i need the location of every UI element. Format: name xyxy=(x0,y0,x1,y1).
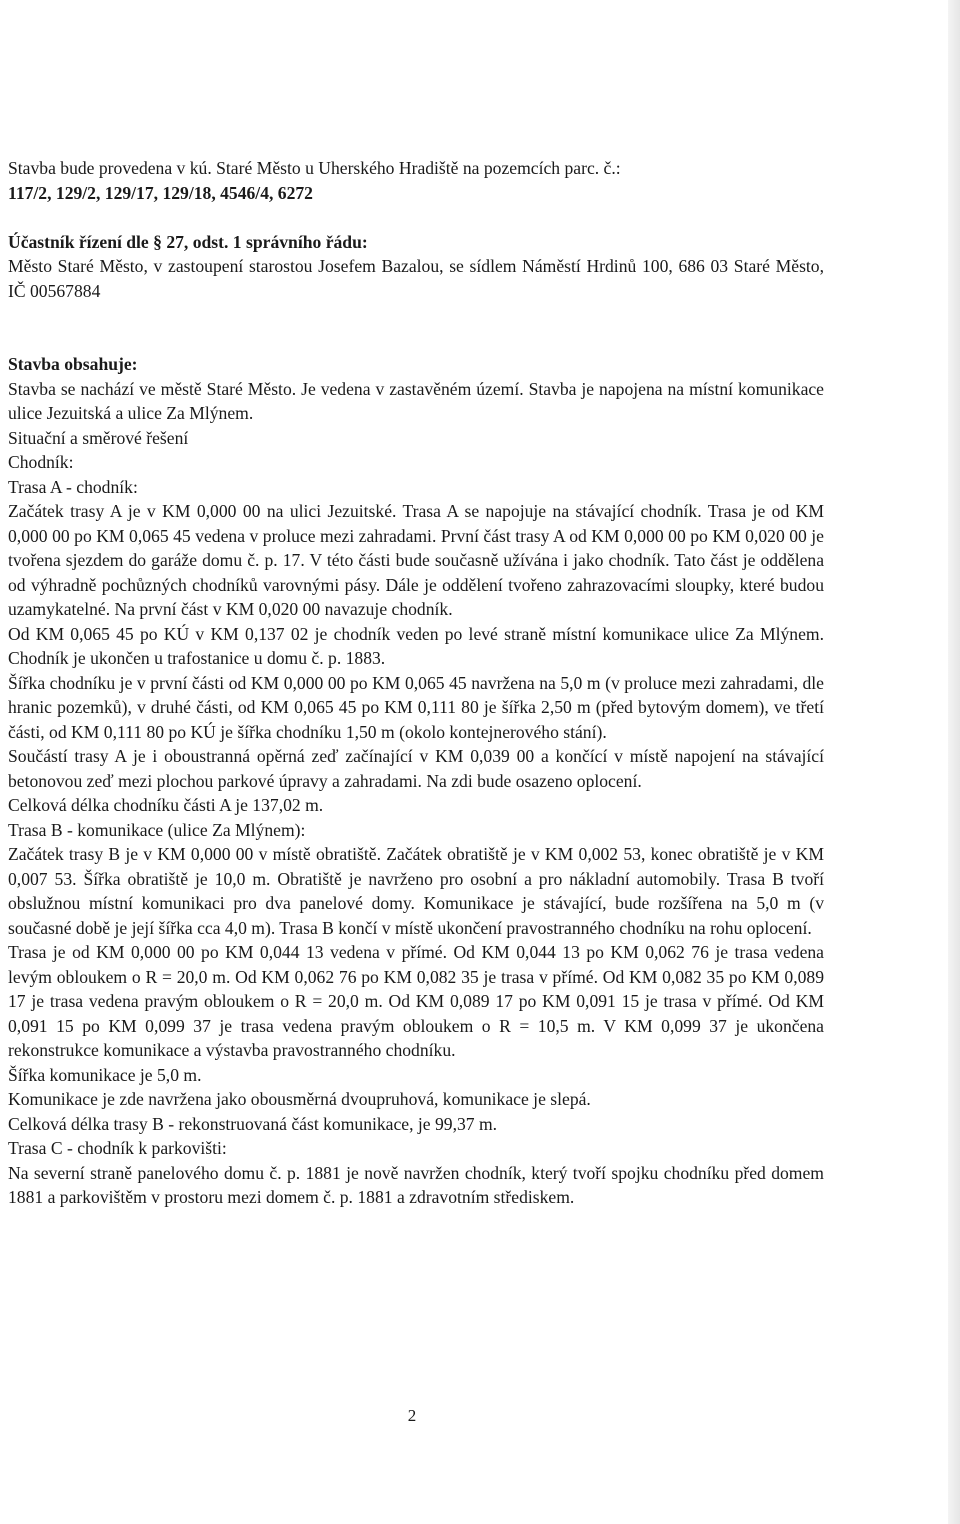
page-number: 2 xyxy=(407,1406,417,1425)
paragraph: Trasa C - chodník k parkovišti: xyxy=(8,1138,227,1158)
paragraph: Od KM 0,065 45 po KÚ v KM 0,137 02 je chodník veden po levé straně místní komunikace ulice Za Mlýnem. Chodník je ukončen u trafostanice u domu č. p. 1883. xyxy=(8,623,824,668)
paragraph: Stavba se nachází ve městě Staré Město. Je vedena v zastavěném území. Stavba je napojena na místní komunikace ulice Jezuitská a ulice Za Mlýnem. xyxy=(8,378,824,423)
paragraph: Celková délka chodníku části A je 137,02 m. xyxy=(8,795,324,815)
location-intro: Stavba bude provedena v kú. Staré Město u Uherského Hradiště na pozemcích parc. č.: xyxy=(8,158,621,178)
paragraph: Trasa je od KM 0,000 00 po KM 0,044 13 vedena v přímé. Od KM 0,044 13 po KM 0,062 76 je trasa vedena levým obloukem o R = 20,0 m. Od KM 0,062 76 po KM 0,082 35 je trasa v přímé. Od KM 0,082 35 po KM 0,089 17 je trasa vedena pravým obloukem o R = 20,0 m. Od KM 0,089 17 po KM 0,091 15 je trasa v přímé. Od KM 0,091 15 po KM 0,099 37 je trasa vedena pravým obloukem o R = 10,5 m. V KM 0,099 37 je ukončena rekonstrukce komunikace a výstavba pravostranného chodníku. xyxy=(8,942,824,1060)
parcel-numbers: 117/2, 129/2, 129/17, 129/18, 4546/4, 6272 xyxy=(8,182,313,203)
paragraph: Začátek trasy B je v KM 0,000 00 v místě obratiště. Začátek obratiště je v KM 0,002 53, konec obratiště je v KM 0,007 53. Šířka obratiště je 10,0 m. Obratiště je navrženo pro osobní a pro nákladní automobily. Trasa B tvoří obslužnou místní komunikaci pro dva panelové domy. Komunikace je stávající, bude rozšířena na 5,0 m (v současné době je její šířka cca 4,0 m). Trasa B končí v místě ukončení pravostranného chodníku na rohu oplocení. xyxy=(8,844,824,938)
participant-text: Město Staré Město, v zastoupení starostou Josefem Bazalou, se sídlem Náměstí Hrdinů 100, 686 03 Staré Město, IČ 00567884 xyxy=(8,256,824,301)
paragraph: Součástí trasy A je i oboustranná opěrná zeď začínající v KM 0,039 00 a končící v místě napojení na stávající betonovou zeď mezi plochou parkové úpravy a zahradami. Na zdi bude osazeno oplocení. xyxy=(8,746,824,791)
paragraph: Šířka chodníku je v první části od KM 0,000 00 po KM 0,065 45 navržena na 5,0 m (v proluce mezi zahradami, dle hranic pozemků), v druhé části, od KM 0,065 45 po KM 0,111 80 je šířka 2,50 m (před bytovým domem), ve třetí části, od KM 0,111 80 po KÚ je šířka chodníku 1,50 m (okolo kontejnerového stání). xyxy=(8,672,824,742)
paragraph: Začátek trasy A je v KM 0,000 00 na ulici Jezuitské. Trasa A se napojuje na stávající chodník. Trasa je od KM 0,000 00 po KM 0,065 45 vedena v proluce mezi zahradami. První část trasy A od KM 0,000 00 po KM 0,020 00 je tvořena sjezdem do garáže domu č. p. 17. V této části bude současně užívána i jako chodník. Tato část je oddělena od výhradně pochůzných chodníků varovnými pásy. Dále je oddělení tvořeno zahrazovacími sloupky, které budou uzamykatelné. Na první část v KM 0,020 00 navazuje chodník. xyxy=(8,501,824,619)
paragraph: Komunikace je zde navržena jako obousměrná dvoupruhová, komunikace je slepá. xyxy=(8,1089,591,1109)
content-heading: Stavba obsahuje: xyxy=(8,354,138,374)
paragraph: Situační a směrové řešení xyxy=(8,427,189,448)
paragraph: Na severní straně panelového domu č. p. 1881 je nově navržen chodník, který tvoří spojku chodníku před domem 1881 a parkovištěm v prostoru mezi domem č. p. 1881 a zdravotním střediskem. xyxy=(8,1162,824,1207)
paragraph: Celková délka trasy B - rekonstruovaná část komunikace, je 99,37 m. xyxy=(8,1113,498,1134)
paragraph: Chodník: xyxy=(8,452,74,472)
paragraph: Šířka komunikace je 5,0 m. xyxy=(8,1064,202,1085)
paragraph: Trasa A - chodník: xyxy=(8,476,138,497)
paragraph: Trasa B - komunikace (ulice Za Mlýnem): xyxy=(8,819,306,840)
page-edge-shadow xyxy=(948,0,960,1524)
participant-heading: Účastník řízení dle § 27, odst. 1 správního řádu: xyxy=(8,231,368,252)
document-page xyxy=(8,156,824,1210)
